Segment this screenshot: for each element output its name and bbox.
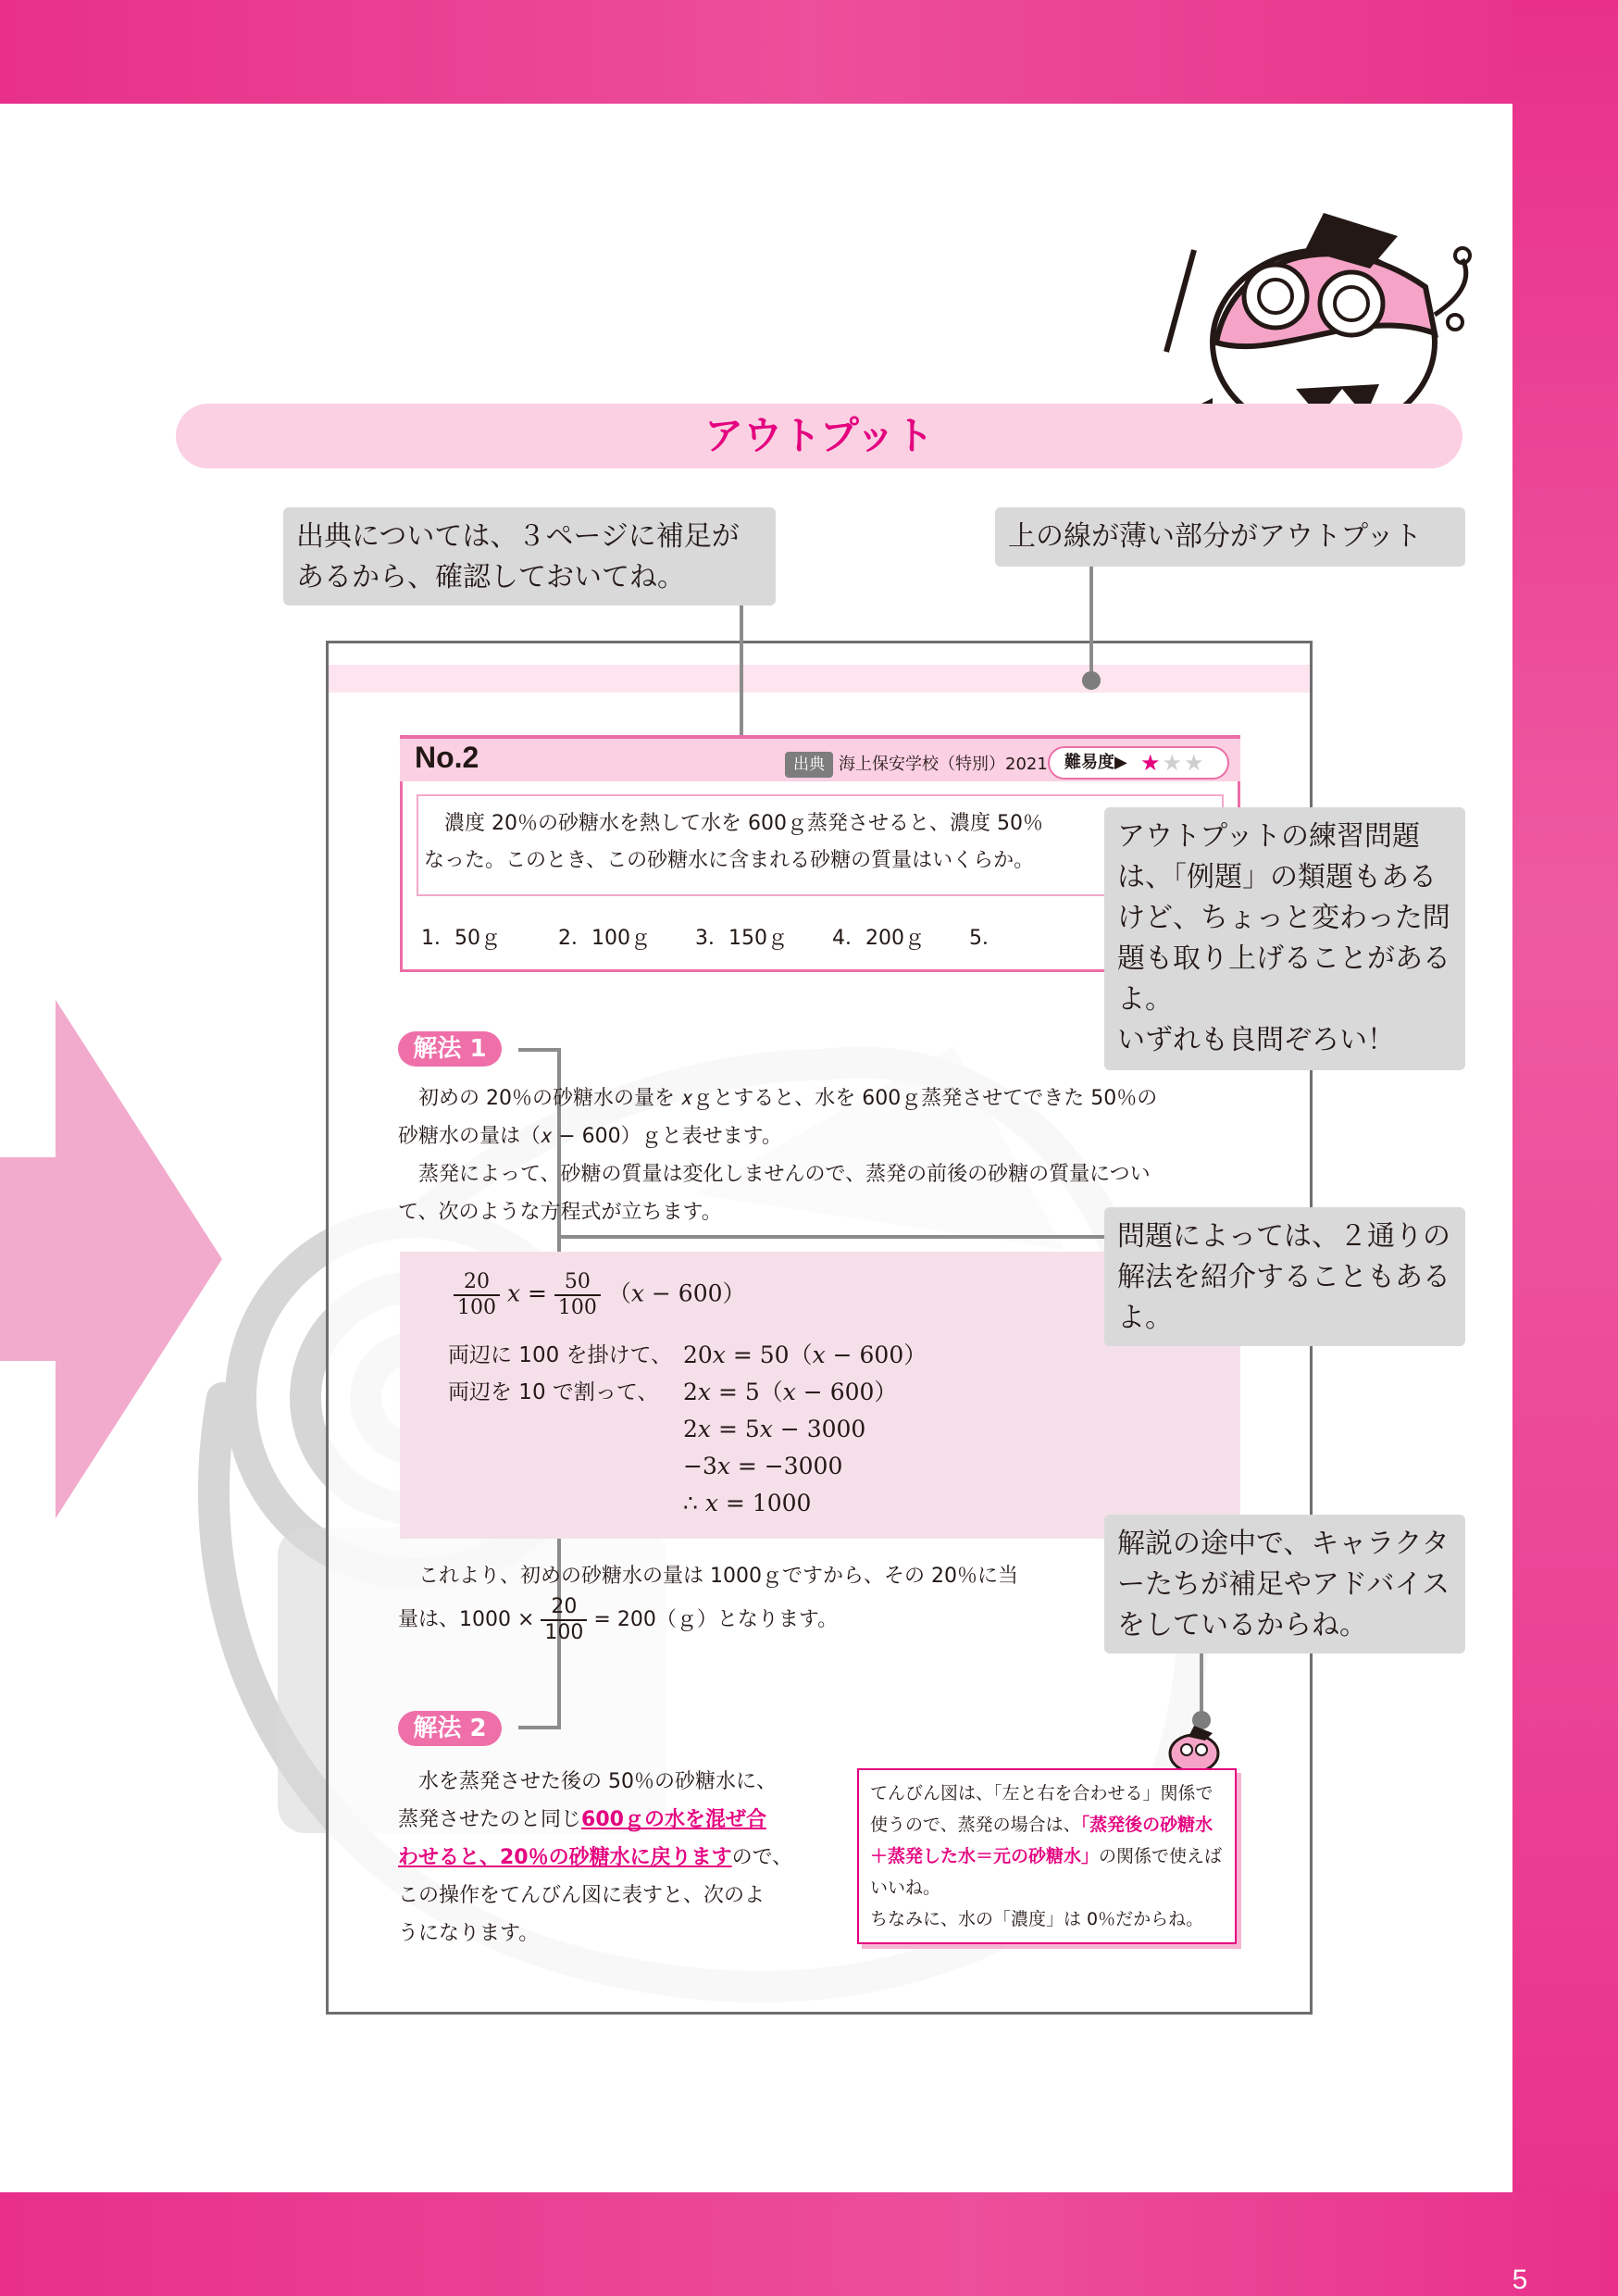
problem-text-line-1: 濃度 20％の砂糖水を熱して水を 600ｇ蒸発させると、濃度 50％ (444, 812, 1043, 835)
answer-choices (421, 922, 1106, 951)
sol2-line-1: 水を蒸発させた後の 50％の砂糖水に、 (418, 1770, 777, 1793)
solution-2-text (398, 1763, 833, 1953)
star-empty-icon: ★★ (1162, 750, 1206, 776)
tip-note-box: てんびん図は、「左と右を合わせる」関係で使うので、蒸発の場合は、「蒸発後の砂糖水＋蒸発した水＝元の砂糖水」の関係で使えばいいね。 ちなみに、水の「濃度」は 0％だからね。 (857, 1768, 1237, 1944)
choice-3: 3．150ｇ (695, 927, 788, 950)
difficulty-label: 難易度▶ (1064, 753, 1127, 772)
bottom-frame-band (0, 2192, 1618, 2296)
source-tag: 出典 (785, 752, 833, 778)
problem-text (424, 805, 1109, 880)
choice-4: 4．200ｇ (832, 927, 925, 950)
equation-1: $\frac{20}{100}$ 𝑥 = $\frac{50}{100}$ （𝑥 − 600） (454, 1270, 746, 1320)
solution-2-tag (398, 1711, 502, 1746)
sol2-line-5: うになります。 (398, 1922, 540, 1945)
equation-4: 2𝑥 = 5𝑥 − 3000 (683, 1416, 866, 1442)
difficulty-stars (1140, 746, 1206, 780)
equation-2: 20𝑥 = 50（𝑥 − 600） (683, 1341, 927, 1368)
fraction-20-100: $\frac{20}{100}$ (454, 1270, 500, 1320)
conclusion-line-1: これより、初めの砂糖水の量は 1000ｇですから、その 20％に当 (418, 1565, 1018, 1588)
problem-text-line-2: なった。このとき、この砂糖水に含まれる砂糖の質量はいくらか。 (424, 849, 1035, 872)
sol1-line-1: 初めの 20％の砂糖水の量を 𝑥ｇとすると、水を 600ｇ蒸発させてできた 50％の (418, 1087, 1158, 1110)
solution-1-tag (398, 1031, 502, 1067)
equation-2-label: 両辺に 100 を掛けて、 (448, 1343, 673, 1367)
top-frame-band (0, 0, 1618, 104)
connector-dot-output (1082, 671, 1101, 690)
choice-1: 1．50ｇ (421, 927, 501, 950)
callout-practice-note: アウトプットの練習問題は、「例題」の類題もあるけど、ちょっと変わった問題も取り上げることがあるよ。 いずれも良問ぞろい！ (1104, 807, 1465, 1070)
page-number: 5 (1512, 2265, 1528, 2295)
equation-3-label: 両辺を 10 で割って、 (448, 1380, 659, 1404)
source-text: 海上保安学校（特別）2021 (839, 755, 1048, 774)
solution-1-conclusion (398, 1557, 1139, 1645)
sol1-line-2: 砂糖水の量は（𝑥 − 600）ｇと表せます。 (398, 1125, 782, 1148)
connector-sol2-stub (518, 1726, 561, 1729)
choice-5: 5． (969, 927, 1002, 950)
solution-2-tag-label: 解法 2 (413, 1715, 487, 1742)
right-frame-band (1512, 0, 1618, 2296)
callout-characters-note: 解説の途中で、キャラクターたちが補足やアドバイスをしているからね。 (1104, 1515, 1465, 1653)
equation-6: ∴ 𝑥 = 1000 (683, 1490, 812, 1516)
connector-sol1-stub (518, 1048, 561, 1052)
mini-mascot-icon (1157, 1720, 1231, 1776)
connector-output-vertical (1089, 567, 1093, 681)
callout-solutions-note: 問題によっては、２通りの解法を紹介することもあるよ。 (1104, 1207, 1465, 1346)
choice-2: 2．100ｇ (558, 927, 651, 950)
fraction-50-100: $\frac{50}{100}$ (554, 1270, 601, 1320)
sol1-line-3: 蒸発によって、砂糖の質量は変化しませんので、蒸発の前後の砂糖の質量につい (418, 1163, 1151, 1186)
conclusion-line-2: 量は、1000 × $\frac{20}{100}$ = 200（ｇ）となります。 (398, 1595, 839, 1644)
callout-output-line: 上の線が薄い部分がアウトプット (995, 507, 1465, 567)
problem-number: No.2 (415, 741, 479, 774)
sol2-line-4: この操作をてんびん図に表すと、次のよ (398, 1884, 765, 1907)
fraction-20-100-b: $\frac{20}{100}$ (541, 1595, 587, 1645)
equation-3: 2𝑥 = 5（𝑥 − 600） (683, 1379, 898, 1405)
sol2-line-2: 蒸発させたのと同じ600ｇの水を混ぜ合 (398, 1808, 766, 1831)
equation-5: −3𝑥 = −3000 (683, 1453, 843, 1479)
inner-page-top-band (329, 665, 1310, 693)
star-filled-icon: ★ (1140, 750, 1163, 776)
callout-source-note: 出典については、３ページに補足があるから、確認しておいてね。 (283, 507, 776, 605)
sol1-line-4: て、次のような方程式が立ちます。 (398, 1201, 722, 1224)
solution-1-tag-label: 解法 1 (413, 1035, 487, 1063)
section-title: アウトプット (704, 413, 934, 458)
sol2-line-3: わせると、20％の砂糖水に戻りますので、 (398, 1846, 793, 1869)
connector-solutions-horizontal (557, 1235, 1107, 1239)
